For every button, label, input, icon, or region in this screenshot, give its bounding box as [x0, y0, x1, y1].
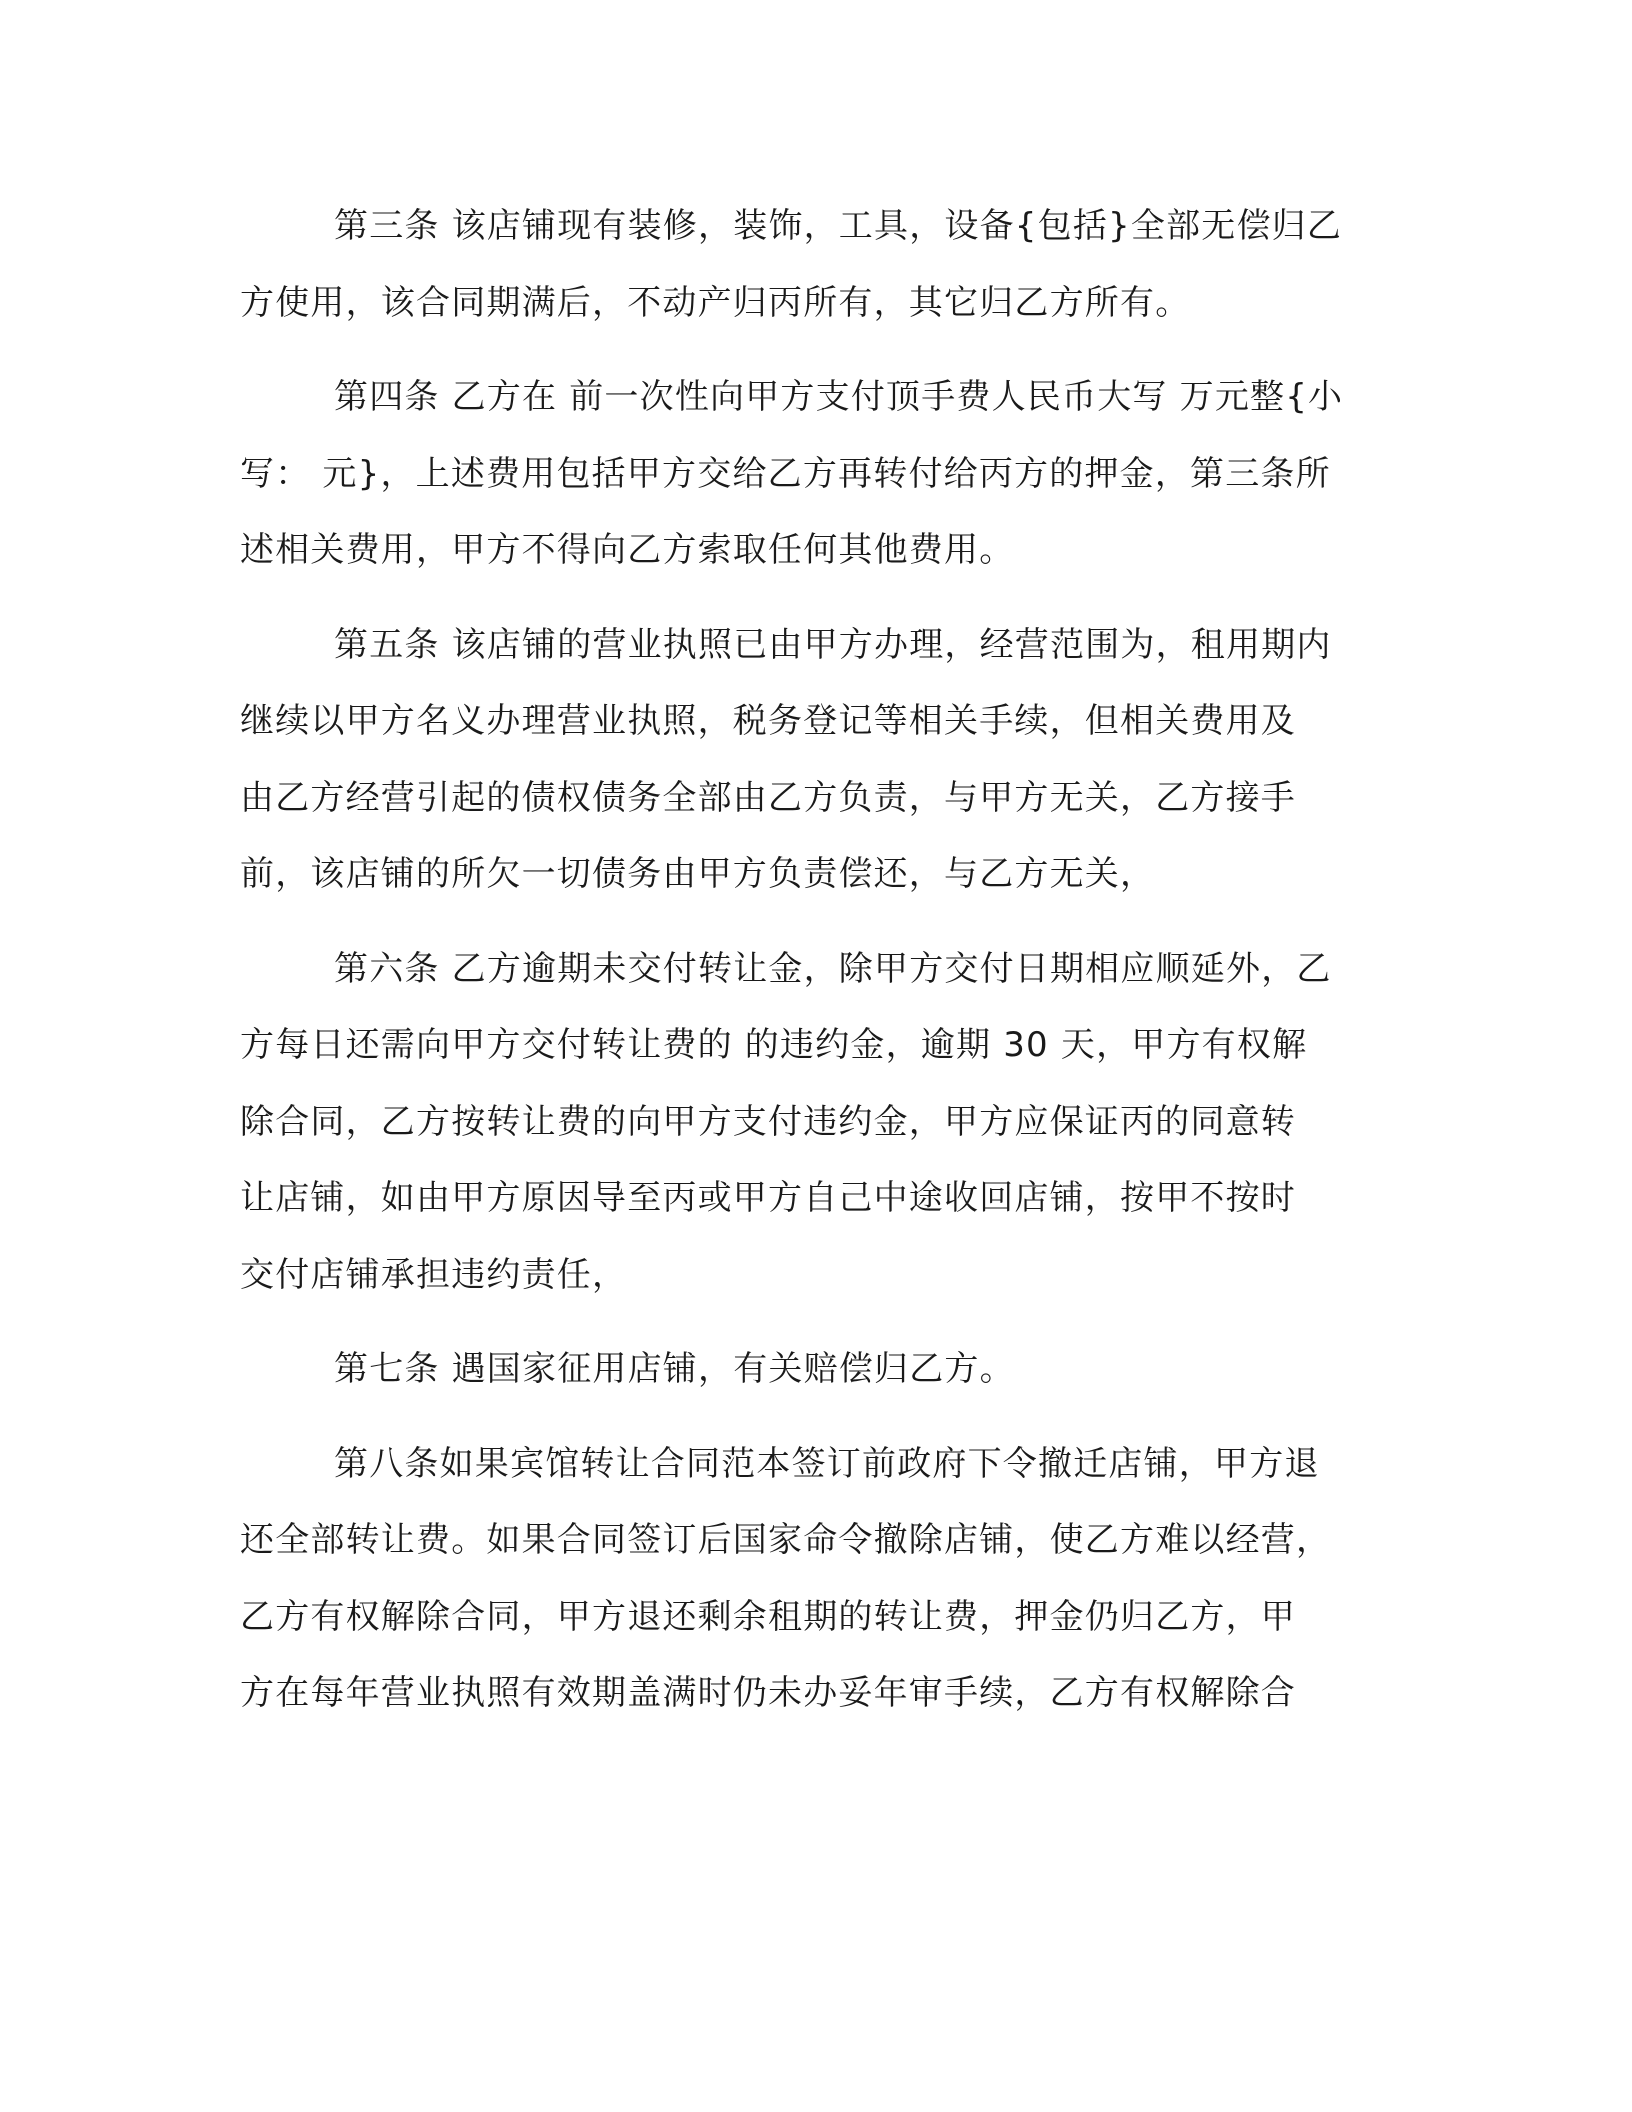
text-line: 方使用，该合同期满后，不动产归丙所有，其它归乙方所有。 — [240, 282, 1191, 323]
clause-3 — [240, 188, 1385, 341]
clause-8 — [240, 1426, 1385, 1732]
text-line: 第七条 遇国家征用店铺，有关赔偿归乙方。 — [334, 1349, 1015, 1389]
text-line: 第八条如果宾馆转让合同范本签订前政府下令撤迁店铺，甲方退 — [334, 1443, 1320, 1484]
text-line: 由乙方经营引起的债权债务全部由乙方负责，与甲方无关，乙方接手 — [240, 777, 1296, 818]
text-line: 还全部转让费。如果合同签订后国家命令撤除店铺，使乙方难以经营， — [240, 1520, 1332, 1560]
text-line: 第五条 该店铺的营业执照已由甲方办理，经营范围为，租用期内 — [334, 624, 1332, 665]
text-line: 第三条 该店铺现有装修，装饰，工具，设备{包括}全部无偿归乙 — [334, 206, 1343, 246]
clause-6 — [240, 931, 1385, 1314]
text-line: 交付店铺承担违约责任， — [240, 1254, 628, 1295]
text-line: 写： 元}，上述费用包括甲方交给乙方再转付给丙方的押金，第三条所 — [240, 453, 1331, 494]
clause-7 — [240, 1331, 1385, 1408]
text-line: 第六条 乙方逾期未交付转让金，除甲方交付日期相应顺延外，乙 — [334, 948, 1332, 989]
clause-4 — [240, 359, 1385, 589]
text-line: 述相关费用，甲方不得向乙方索取任何其他费用。 — [240, 530, 1015, 570]
text-line: 方在每年营业执照有效期盖满时仍未办妥年审手续，乙方有权解除合 — [240, 1673, 1296, 1713]
clause-5 — [240, 607, 1385, 913]
text-line: 让店铺，如由甲方原因导至丙或甲方自己中途收回店铺，按甲不按时 — [240, 1178, 1296, 1218]
text-line: 第四条 乙方在 前一次性向甲方支付顶手费人民币大写 万元整{小 — [334, 377, 1344, 417]
text-line: 方每日还需向甲方交付转让费的 的违约金，逾期 30 天，甲方有权解 — [240, 1025, 1308, 1065]
text-line: 除合同，乙方按转让费的向甲方支付违约金，甲方应保证丙的同意转 — [240, 1101, 1296, 1142]
document-body — [240, 188, 1385, 1750]
text-line: 前，该店铺的所欠一切债务由甲方负责偿还，与乙方无关， — [240, 854, 1156, 894]
text-line: 乙方有权解除合同，甲方退还剩余租期的转让费，押金仍归乙方，甲 — [240, 1596, 1296, 1637]
text-line: 继续以甲方名义办理营业执照，税务登记等相关手续，但相关费用及 — [240, 701, 1296, 741]
